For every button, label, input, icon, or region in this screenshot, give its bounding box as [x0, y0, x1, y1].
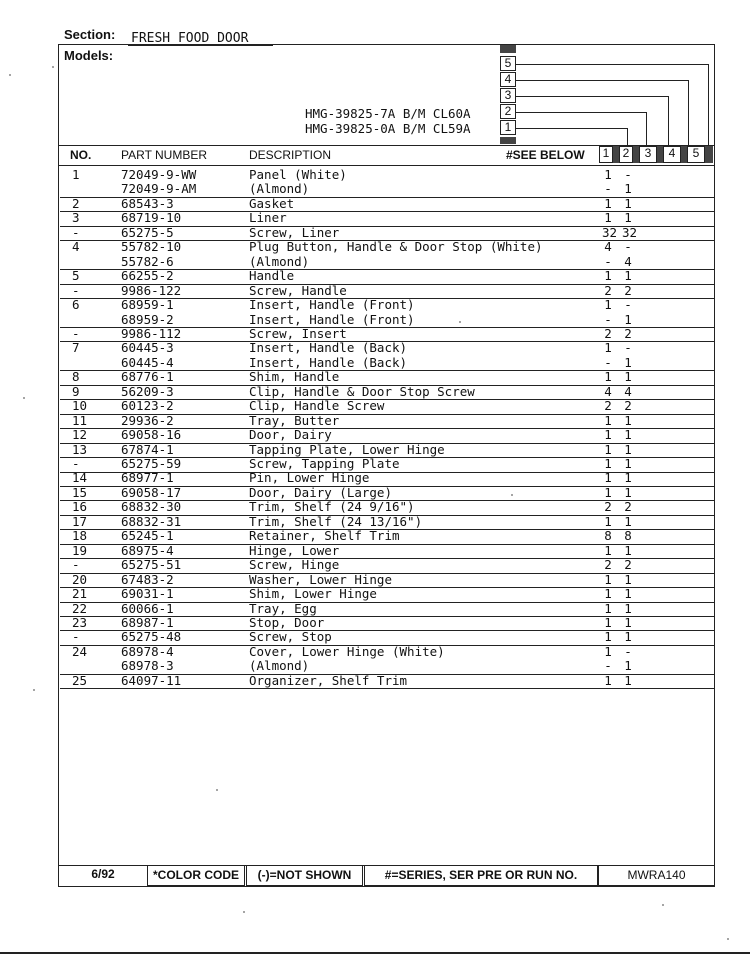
qty-model-2: 2 [624, 282, 632, 298]
qty-model-2: - [624, 340, 632, 356]
row-number: 4 [72, 239, 80, 255]
qty-model-2: 1 [624, 484, 632, 500]
connector-2 [516, 112, 646, 113]
description: Insert, Handle (Back) [249, 354, 408, 370]
part-number: 68978-3 [121, 658, 174, 674]
part-number: 67483-2 [121, 571, 174, 587]
row-number: 9 [72, 383, 80, 399]
part-number: 65275-51 [121, 557, 182, 573]
qty-model-2: 1 [624, 369, 632, 385]
table-row [60, 443, 715, 458]
table-row [60, 269, 715, 284]
description: Insert, Handle (Back) [249, 340, 408, 356]
qty-model-2: 1 [624, 513, 632, 529]
part-number: 9986-112 [121, 325, 182, 341]
description: Tapping Plate, Lower Hinge [249, 441, 445, 457]
row-number: 17 [72, 513, 88, 529]
qty-model-1: 1 [604, 268, 612, 284]
model-col-2: 2 [619, 146, 633, 163]
description: Insert, Handle (Front) [249, 297, 415, 313]
row-number: 15 [72, 484, 88, 500]
table-row [60, 428, 715, 443]
part-number: 60123-2 [121, 398, 174, 414]
row-number: - [72, 325, 80, 341]
table-row [60, 341, 715, 356]
section-value: FRESH FOOD DOOR [131, 31, 249, 46]
description: Organizer, Shelf Trim [249, 672, 408, 688]
part-number: 68975-4 [121, 542, 174, 558]
qty-model-1: - [604, 311, 612, 327]
table-row [60, 486, 715, 501]
qty-model-2: 1 [624, 354, 632, 370]
qty-model-2: 1 [624, 456, 632, 471]
part-number: 56209-3 [121, 383, 174, 399]
table-row [60, 558, 715, 573]
table-row [60, 168, 715, 183]
row-number: 25 [72, 672, 88, 688]
row-number: - [72, 224, 80, 240]
description: Stop, Door [249, 614, 325, 630]
qty-model-2: 1 [624, 614, 632, 630]
row-number: 13 [72, 441, 88, 457]
model-box-4: 4 [500, 72, 516, 87]
description: Plug Button, Handle & Door Stop (White) [249, 239, 543, 255]
qty-model-1: 32 [602, 224, 618, 240]
description: Screw, Liner [249, 224, 340, 240]
qty-model-2: 8 [624, 528, 632, 544]
row-number: 16 [72, 499, 88, 515]
qty-model-1: 1 [604, 456, 612, 471]
description: Screw, Insert [249, 325, 347, 341]
qty-model-1: 2 [604, 557, 612, 573]
qty-model-1: 1 [604, 614, 612, 630]
col-see-below: #SEE BELOW [506, 148, 585, 162]
qty-model-1: 1 [604, 427, 612, 443]
row-number: 22 [72, 600, 88, 616]
qty-model-2: - [624, 643, 632, 659]
table-row [60, 630, 715, 645]
part-number: 69058-17 [121, 484, 182, 500]
table-row [60, 616, 715, 631]
row-number: - [72, 456, 80, 471]
qty-model-1: 1 [604, 470, 612, 486]
models-label: Models: [64, 48, 114, 63]
part-number: 55782-6 [121, 253, 174, 269]
description: Hinge, Lower [249, 542, 340, 558]
qty-model-2: 2 [624, 398, 632, 414]
qty-model-2: 1 [624, 542, 632, 558]
row-number: 18 [72, 528, 88, 544]
row-number: 6 [72, 297, 80, 313]
qty-model-2: 4 [624, 253, 632, 269]
part-number: 65245-1 [121, 528, 174, 544]
qty-model-1: 2 [604, 282, 612, 298]
qty-model-2: - [624, 297, 632, 313]
part-number: 68719-10 [121, 210, 182, 226]
qty-model-1: 1 [604, 672, 612, 688]
section-label: Section: [64, 27, 116, 42]
description: Shim, Lower Hinge [249, 586, 377, 602]
model-col-3: 3 [639, 146, 657, 163]
footer-doc-id: MWRA140 [598, 865, 715, 886]
qty-model-1: 8 [604, 528, 612, 544]
model-box-1: 1 [500, 120, 516, 135]
table-row [60, 515, 715, 530]
description: Tray, Egg [249, 600, 317, 616]
model-col-1: 1 [599, 146, 613, 163]
qty-model-2: 4 [624, 383, 632, 399]
description: Pin, Lower Hinge [249, 470, 370, 486]
table-row [60, 313, 715, 328]
qty-model-1: 1 [604, 167, 612, 182]
qty-model-2: - [624, 167, 632, 182]
row-number: 12 [72, 427, 88, 443]
model-line-1: HMG-39825-7A B/M CL60A [305, 106, 471, 121]
qty-model-1: 4 [604, 239, 612, 255]
description: Trim, Shelf (24 13/16") [249, 513, 423, 529]
part-number: 72049-9-AM [121, 181, 197, 197]
part-number: 65275-48 [121, 629, 182, 645]
part-number: 60066-1 [121, 600, 174, 616]
table-row [60, 457, 715, 472]
part-number: 68977-1 [121, 470, 174, 486]
footer-not-shown: (-)=NOT SHOWN [246, 865, 363, 886]
qty-model-1: 1 [604, 297, 612, 313]
table-row [60, 284, 715, 299]
qty-model-1: 4 [604, 383, 612, 399]
footer-date: 6/92 [91, 867, 115, 881]
description: Cover, Lower Hinge (White) [249, 643, 445, 659]
qty-model-2: 1 [624, 571, 632, 587]
description: Panel (White) [249, 167, 347, 182]
page-bottom-rule [0, 952, 750, 954]
description: Handle [249, 268, 295, 284]
part-number: 68543-3 [121, 195, 174, 211]
part-number: 60445-4 [121, 354, 174, 370]
part-number: 60445-3 [121, 340, 174, 356]
model-col-5: 5 [687, 146, 705, 163]
description: (Almond) [249, 253, 310, 269]
qty-model-2: 1 [624, 470, 632, 486]
row-number: 5 [72, 268, 80, 284]
table-row [60, 327, 715, 342]
qty-model-1: - [604, 253, 612, 269]
connector-4 [516, 80, 688, 81]
part-number: 65275-5 [121, 224, 174, 240]
table-row [60, 645, 715, 660]
description: Insert, Handle (Front) [249, 311, 415, 327]
description: (Almond) [249, 658, 310, 674]
col-no: NO. [70, 148, 92, 162]
row-number: 2 [72, 195, 80, 211]
description: Clip, Handle & Door Stop Screw [249, 383, 475, 399]
table-row [60, 197, 715, 212]
part-number: 29936-2 [121, 412, 174, 428]
table-row [60, 226, 715, 241]
qty-model-2: 32 [622, 224, 638, 240]
table-row [60, 659, 715, 674]
row-number: 24 [72, 643, 88, 659]
description: Screw, Stop [249, 629, 332, 645]
qty-model-2: 1 [624, 412, 632, 428]
part-number: 68832-30 [121, 499, 182, 515]
description: Liner [249, 210, 287, 226]
table-row [60, 240, 715, 255]
row-number: 14 [72, 470, 88, 486]
qty-model-2: 2 [624, 557, 632, 573]
connector-5 [516, 64, 708, 65]
part-number: 64097-11 [121, 672, 182, 688]
qty-model-1: 1 [604, 369, 612, 385]
part-number: 66255-2 [121, 268, 174, 284]
scan-mark [500, 45, 516, 53]
description: Screw, Tapping Plate [249, 456, 400, 471]
model-line-2: HMG-39825-0A B/M CL59A [305, 121, 471, 136]
qty-model-2: 2 [624, 325, 632, 341]
qty-model-2: 1 [624, 210, 632, 226]
description: Door, Dairy (Large) [249, 484, 392, 500]
row-number: 23 [72, 614, 88, 630]
qty-model-1: 1 [604, 441, 612, 457]
qty-model-1: 1 [604, 629, 612, 645]
col-description: DESCRIPTION [249, 148, 332, 162]
table-row [60, 356, 715, 371]
qty-model-1: 1 [604, 210, 612, 226]
qty-model-2: 1 [624, 629, 632, 645]
part-number: 68832-31 [121, 513, 182, 529]
table-row [60, 182, 715, 197]
qty-model-1: 1 [604, 571, 612, 587]
part-number: 65275-59 [121, 456, 182, 471]
qty-model-1: - [604, 354, 612, 370]
description: Screw, Handle [249, 282, 347, 298]
qty-model-1: 1 [604, 600, 612, 616]
qty-model-1: 1 [604, 412, 612, 428]
description: Shim, Handle [249, 369, 340, 385]
row-number: 10 [72, 398, 88, 414]
model-col-4: 4 [663, 146, 681, 163]
row-number: 3 [72, 210, 80, 226]
qty-model-2: 1 [624, 181, 632, 197]
qty-model-2: 1 [624, 311, 632, 327]
description: Trim, Shelf (24 9/16") [249, 499, 415, 515]
part-number: 69058-16 [121, 427, 182, 443]
qty-model-1: 1 [604, 513, 612, 529]
row-number: 19 [72, 542, 88, 558]
description: Washer, Lower Hinge [249, 571, 392, 587]
table-row [60, 602, 715, 617]
qty-model-2: 1 [624, 441, 632, 457]
model-box-3: 3 [500, 88, 516, 103]
part-number: 72049-9-WW [121, 167, 197, 182]
qty-model-2: 1 [624, 268, 632, 284]
qty-model-2: 1 [624, 600, 632, 616]
table-row [60, 573, 715, 588]
description: Door, Dairy [249, 427, 332, 443]
footer-series-note: #=SERIES, SER PRE OR RUN NO. [364, 865, 598, 886]
row-number: 7 [72, 340, 80, 356]
row-number: 21 [72, 586, 88, 602]
table-row [60, 255, 715, 270]
part-number: 55782-10 [121, 239, 182, 255]
part-number: 9986-122 [121, 282, 182, 298]
qty-model-2: - [624, 239, 632, 255]
table-row [60, 385, 715, 400]
row-underline [60, 688, 715, 689]
table-row [60, 471, 715, 486]
description: Gasket [249, 195, 295, 211]
qty-model-2: 1 [624, 586, 632, 602]
table-row [60, 414, 715, 429]
table-row [60, 500, 715, 515]
row-number: 11 [72, 412, 88, 428]
qty-model-2: 2 [624, 499, 632, 515]
description: Clip, Handle Screw [249, 398, 385, 414]
table-row [60, 529, 715, 544]
row-number: 1 [72, 167, 80, 182]
row-number: 8 [72, 369, 80, 385]
table-row [60, 298, 715, 313]
col-part-number: PART NUMBER [121, 148, 208, 162]
part-number: 68959-2 [121, 311, 174, 327]
qty-model-1: 2 [604, 325, 612, 341]
qty-model-1: 1 [604, 340, 612, 356]
table-row [60, 399, 715, 414]
qty-model-1: 1 [604, 195, 612, 211]
qty-model-2: 1 [624, 672, 632, 688]
part-number: 68987-1 [121, 614, 174, 630]
qty-model-1: 1 [604, 484, 612, 500]
table-row [60, 370, 715, 385]
qty-model-1: 1 [604, 586, 612, 602]
scan-mark [500, 137, 516, 144]
table-row [60, 674, 715, 689]
table-row [60, 587, 715, 602]
qty-model-2: 1 [624, 658, 632, 674]
qty-model-1: 2 [604, 398, 612, 414]
row-number: - [72, 629, 80, 645]
row-number: 20 [72, 571, 88, 587]
model-box-2: 2 [500, 104, 516, 119]
footer-color-code: *COLOR CODE [147, 865, 245, 886]
qty-model-1: 1 [604, 643, 612, 659]
qty-model-1: 2 [604, 499, 612, 515]
table-row [60, 544, 715, 559]
part-number: 68978-4 [121, 643, 174, 659]
description: (Almond) [249, 181, 310, 197]
table-row [60, 211, 715, 226]
connector-3 [516, 96, 668, 97]
part-number: 69031-1 [121, 586, 174, 602]
qty-model-1: 1 [604, 542, 612, 558]
part-number: 68776-1 [121, 369, 174, 385]
qty-model-1: - [604, 658, 612, 674]
description: Tray, Butter [249, 412, 340, 428]
row-number: - [72, 282, 80, 298]
row-number: - [72, 557, 80, 573]
qty-model-2: 1 [624, 427, 632, 443]
qty-model-1: - [604, 181, 612, 197]
part-number: 68959-1 [121, 297, 174, 313]
description: Retainer, Shelf Trim [249, 528, 400, 544]
description: Screw, Hinge [249, 557, 340, 573]
qty-model-2: 1 [624, 195, 632, 211]
connector-1 [516, 128, 627, 129]
part-number: 67874-1 [121, 441, 174, 457]
model-box-5: 5 [500, 56, 516, 71]
